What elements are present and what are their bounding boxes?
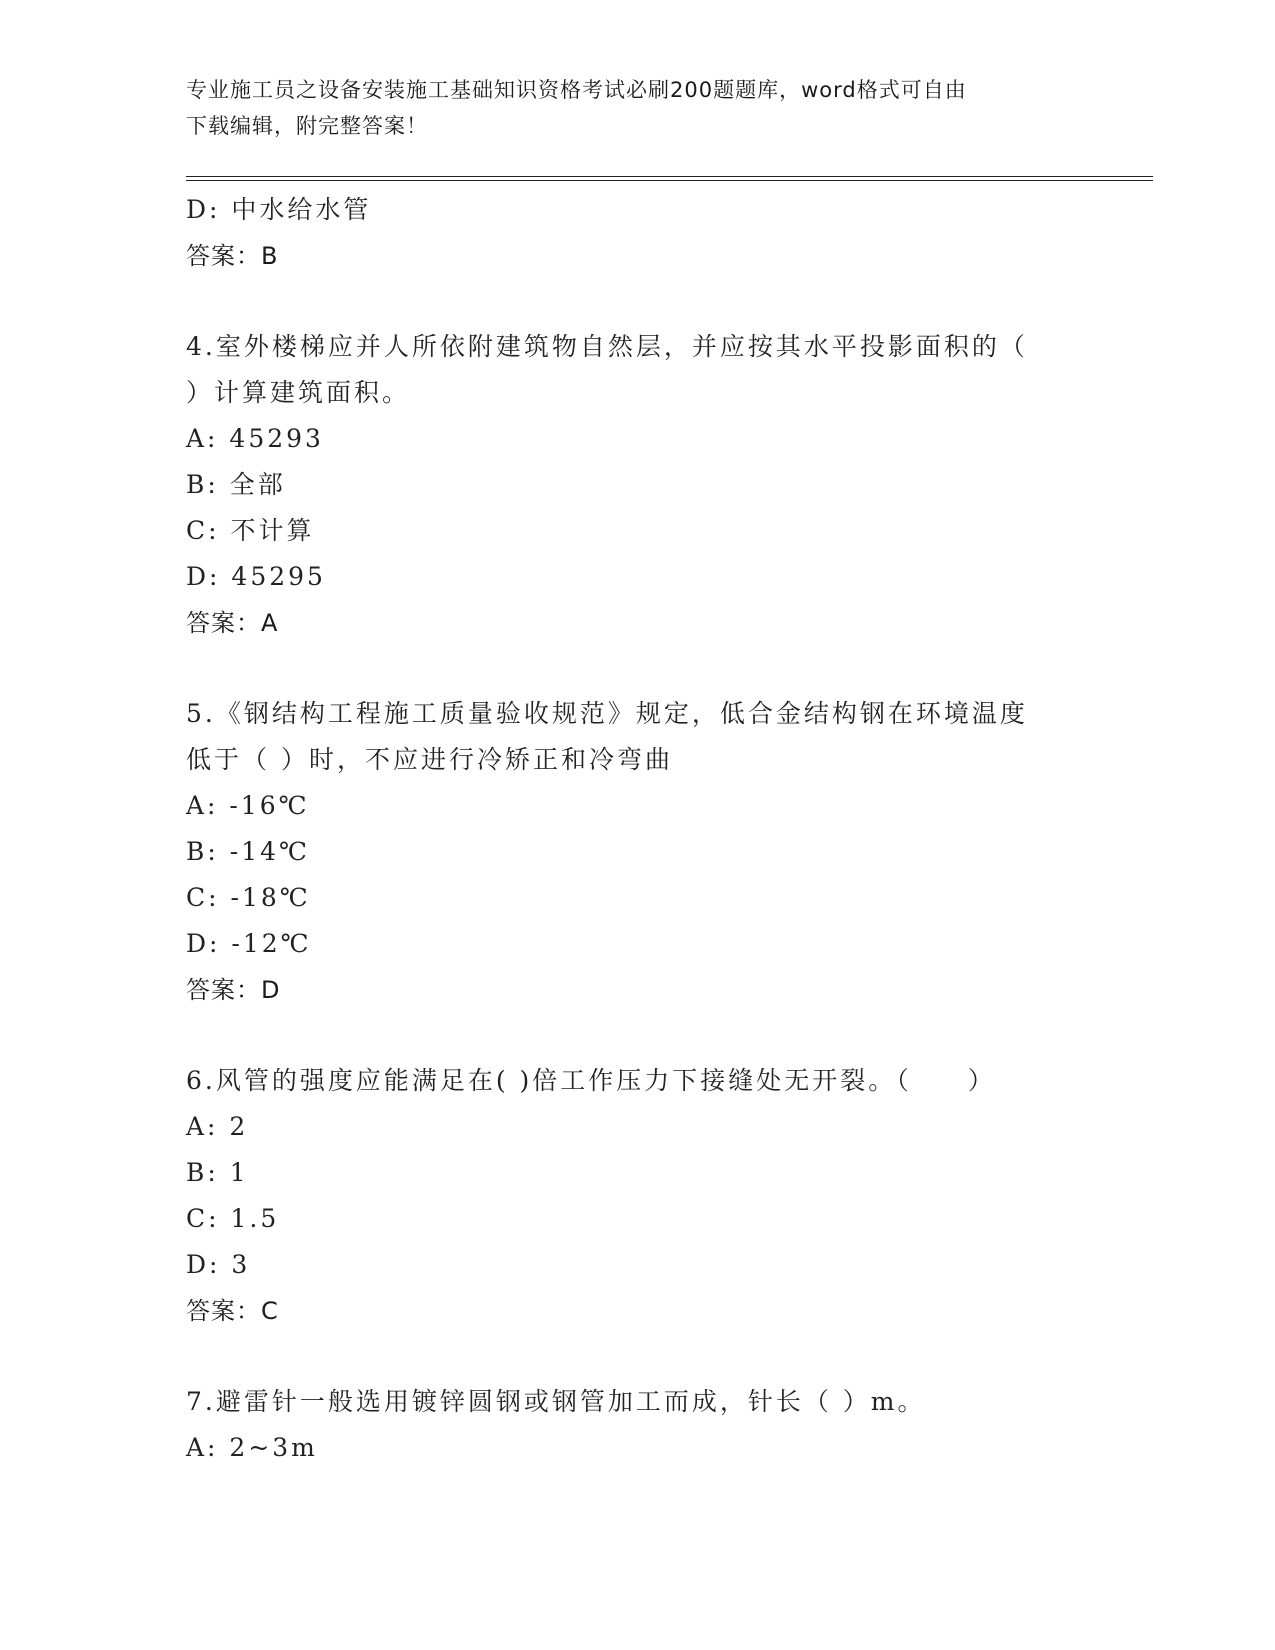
answer-line: 答案：D bbox=[186, 976, 281, 1004]
option-c: C: 1.5 bbox=[186, 1204, 280, 1233]
document-body bbox=[186, 187, 1153, 1471]
question-4-stem bbox=[186, 324, 1066, 416]
question-stem-line: ）计算建筑面积。 bbox=[186, 378, 411, 407]
option-b: B: -14℃ bbox=[186, 837, 310, 866]
option-b: B: 1 bbox=[186, 1158, 249, 1187]
header-divider bbox=[186, 176, 1153, 181]
question-stem-line: 5.《钢结构工程施工质量验收规范》规定，低合金结构钢在环境温度 bbox=[186, 699, 1028, 728]
option-b: B: 全部 bbox=[186, 470, 286, 499]
question-stem-line: 低于（ ）时，不应进行冷矫正和冷弯曲 bbox=[186, 745, 673, 774]
option-d: D: 中水给水管 bbox=[186, 195, 372, 224]
option-a: A: 2 bbox=[186, 1112, 249, 1141]
answer-line: 答案：C bbox=[186, 1297, 279, 1325]
answer-line: 答案：B bbox=[186, 242, 279, 270]
option-a: A: 45293 bbox=[186, 424, 324, 453]
option-d: D: 3 bbox=[186, 1250, 251, 1279]
question-6-stem bbox=[186, 1058, 1066, 1104]
question-7-stem bbox=[186, 1379, 1066, 1425]
option-c: C: -18℃ bbox=[186, 883, 311, 912]
option-a: A: 2~3m bbox=[186, 1433, 318, 1462]
question-stem-line: 7.避雷针一般选用镀锌圆钢或钢管加工而成，针长（ ）m。 bbox=[186, 1387, 926, 1416]
header-title-line-1: 专业施工员之设备安装施工基础知识资格考试必刷200题题库，word格式可自由 bbox=[186, 78, 967, 102]
question-5-stem bbox=[186, 691, 1066, 783]
document-header bbox=[186, 72, 1086, 144]
option-d: D: 45295 bbox=[186, 562, 326, 591]
header-title-line-2: 下载编辑，附完整答案！ bbox=[186, 114, 428, 138]
option-d: D: -12℃ bbox=[186, 929, 312, 958]
option-c: C: 不计算 bbox=[186, 516, 315, 545]
question-stem-line: 6.风管的强度应能满足在( )倍工作压力下接缝处无开裂。（ ） bbox=[186, 1066, 996, 1095]
question-stem-line: 4.室外楼梯应并人所依附建筑物自然层，并应按其水平投影面积的（ bbox=[186, 332, 1028, 361]
option-a: A: -16℃ bbox=[186, 791, 310, 820]
answer-line: 答案：A bbox=[186, 609, 279, 637]
